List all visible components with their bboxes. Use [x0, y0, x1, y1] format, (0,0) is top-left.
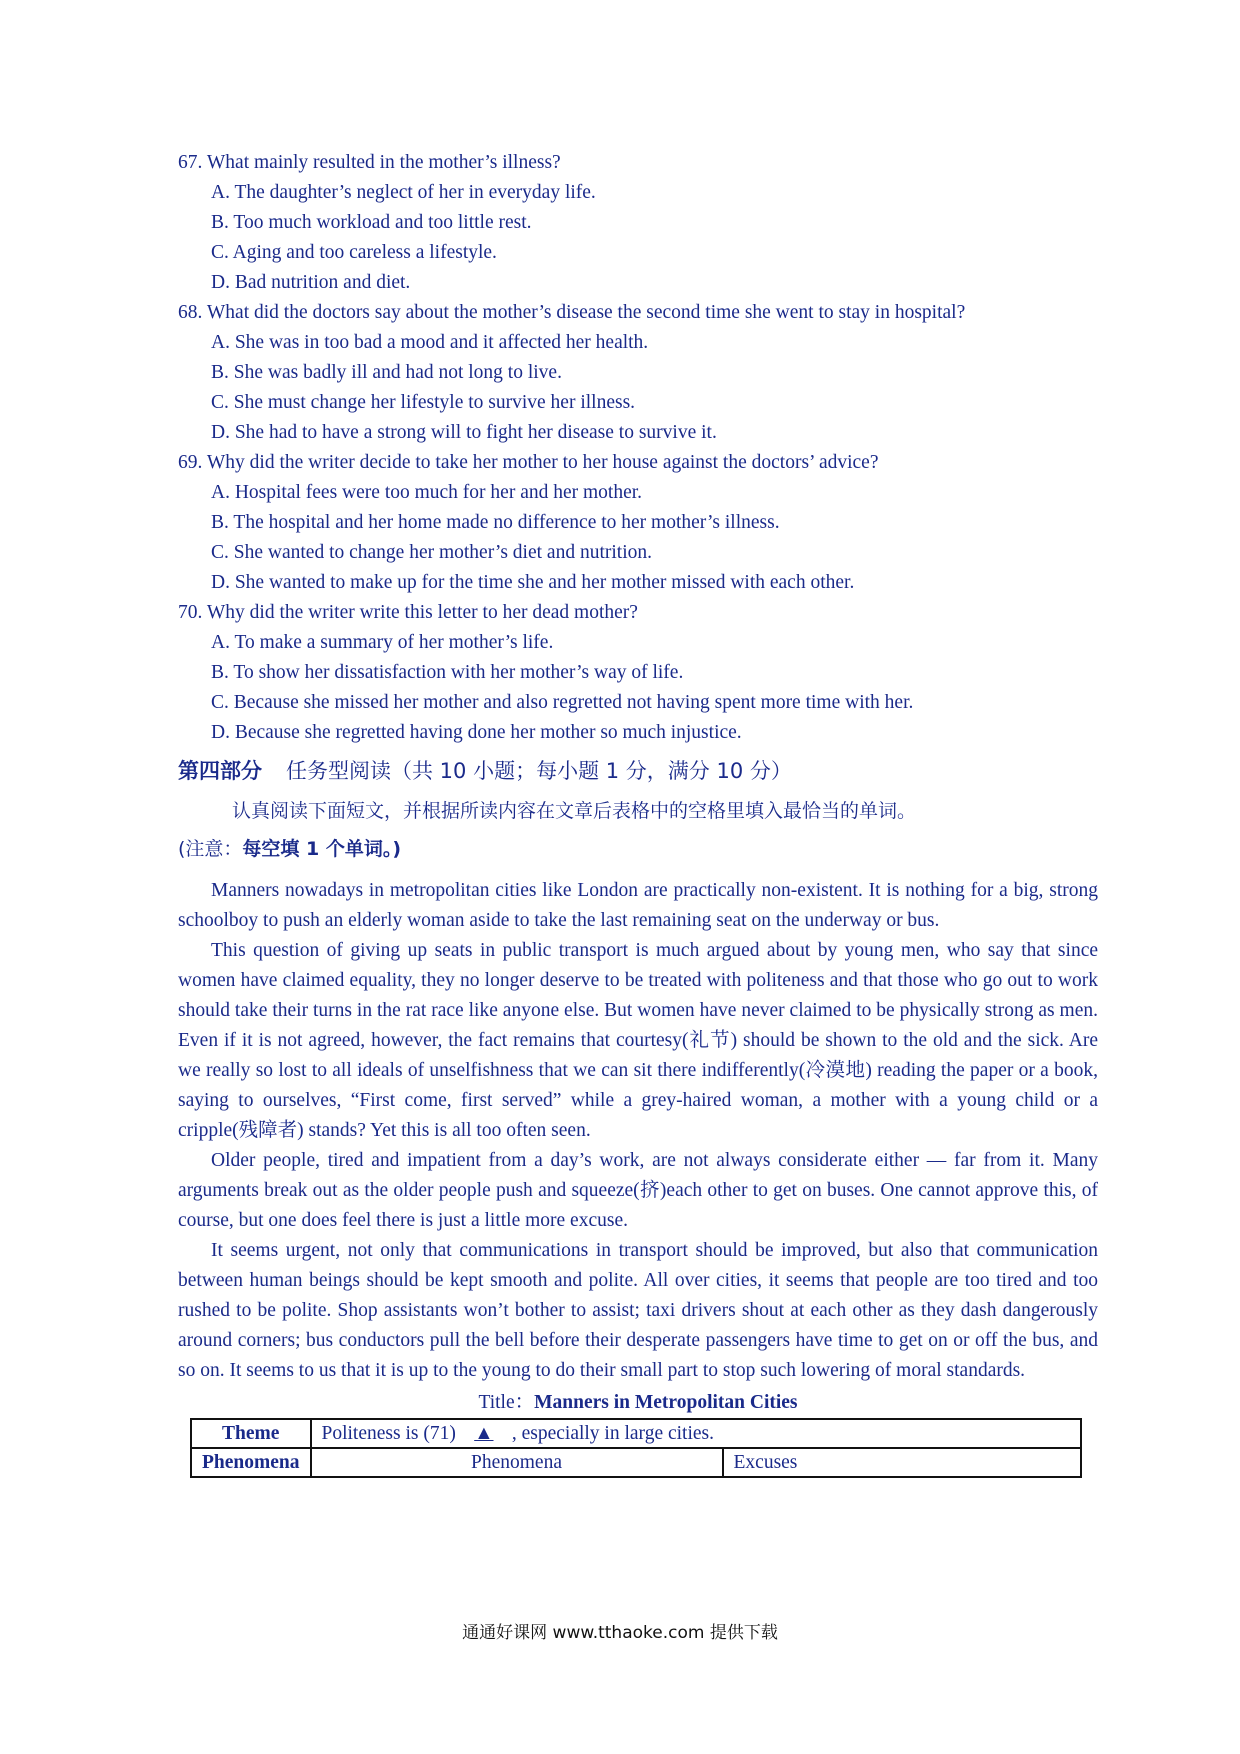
option-a: A. The daughter’s neglect of her in everyday life.: [211, 182, 596, 203]
phenomena-label: Phenomena: [191, 1448, 311, 1477]
note-emphasis: 每空填 1 个单词。): [242, 838, 402, 860]
option-a: A. She was in too bad a mood and it affected her health.: [211, 332, 649, 353]
option-b: B. To show her dissatisfaction with her mother’s way of life.: [211, 662, 684, 683]
option-c: C. She wanted to change her mother’s diet and nutrition.: [211, 542, 652, 563]
option-d: D. She wanted to make up for the time she and her mother missed with each other.: [211, 572, 855, 593]
theme-cell: [311, 1419, 1082, 1448]
note-prefix: (注意：: [178, 838, 243, 860]
exam-page: [178, 148, 1098, 1478]
excuses-column-header: Excuses: [723, 1448, 1082, 1477]
option-c: C. She must change her lifestyle to survive her illness.: [211, 392, 636, 413]
reading-passage: [178, 876, 1098, 1386]
table-row: [191, 1419, 1081, 1448]
question-68: [178, 298, 1098, 448]
question-stem: 67. What mainly resulted in the mother’s illness?: [178, 152, 561, 173]
section-subheading: 任务型阅读（共 10 小题；每小题 1 分，满分 10 分）: [286, 759, 792, 783]
question-stem: 70. Why did the writer write this letter to her dead mother?: [178, 602, 638, 623]
table-title-text: Manners in Metropolitan Cities: [534, 1392, 798, 1413]
table-title: [178, 1388, 1098, 1418]
table-title-prefix: Title：: [478, 1392, 535, 1413]
option-a: A. To make a summary of her mother’s life.: [211, 632, 554, 653]
question-stem: 68. What did the doctors say about the mother’s disease the second time she went to stay in hospital?: [178, 302, 966, 323]
theme-text-before: Politeness is (71): [321, 1422, 456, 1444]
question-67: [178, 148, 1098, 298]
theme-text-after: , especially in large cities.: [511, 1422, 714, 1444]
option-b: B. She was badly ill and had not long to live.: [211, 362, 562, 383]
phenomena-column-header: Phenomena: [311, 1448, 723, 1477]
table-row: [191, 1448, 1081, 1477]
passage-paragraph: Manners nowadays in metropolitan cities like London are practically non-existent. It is nothing for a big, strong schoolboy to push an elderly woman aside to take the last remaining seat on the underway or bus.: [178, 880, 1098, 931]
option-d: D. She had to have a strong will to fight her disease to survive it.: [211, 422, 717, 443]
option-c: C. Aging and too careless a lifestyle.: [211, 242, 497, 263]
section-instruction: 认真阅读下面短文，并根据所读内容在文章后表格中的空格里填入最恰当的单词。: [232, 800, 917, 822]
task-table: [190, 1418, 1082, 1478]
option-d: D. Because she regretted having done her mother so much injustice.: [211, 722, 742, 743]
question-70: [178, 598, 1098, 748]
option-a: A. Hospital fees were too much for her and her mother.: [211, 482, 643, 503]
section-number: 第四部分: [178, 759, 262, 783]
option-c: C. Because she missed her mother and also regretted not having spent more time with her.: [211, 692, 914, 713]
option-d: D. Bad nutrition and diet.: [211, 272, 411, 293]
section-note: [178, 832, 1098, 866]
passage-paragraph: This question of giving up seats in public transport is much argued about by young men, who say that since women have claimed equality, they no longer deserve to be treated with politeness and that those who go out to work should take their turns in the rat race like anyone else. But women have never claimed to be physically strong as men. Even if it is not agreed, however, the fact remains that courtesy(礼节) should be shown to the old and the sick. Are we really so lost to all ideals of unselfishness that we can sit there indifferently(冷漠地) reading the paper or a book, saying to ourselves, “First come, first served” while a grey-haired woman, a mother with a young child or a cripple(残障者) stands? Yet this is all too often seen.: [178, 940, 1098, 1141]
option-b: B. The hospital and her home made no difference to her mother’s illness.: [211, 512, 780, 533]
passage-paragraph: It seems urgent, not only that communications in transport should be improved, but also that communication between human beings should be kept smooth and polite. All over cities, it seems that people are too tired and too rushed to be polite. Shop assistants won’t bother to assist; taxi drivers shout at each other as they dash dangerously around corners; bus conductors pull the bell before their desperate passengers have time to get on or off the bus, and so on. It seems to us that it is up to the young to do their small part to stop such lowering of moral standards.: [178, 1240, 1098, 1381]
theme-label: Theme: [191, 1419, 311, 1448]
option-b: B. Too much workload and too little rest.: [211, 212, 532, 233]
passage-paragraph: Older people, tired and impatient from a day’s work, are not always considerate either — far from it. Many arguments break out as the older people push and squeeze(挤)each other to get on buses. One cannot approve this, of course, but one does feel there is just a little more excuse.: [178, 1150, 1098, 1231]
section-heading: [178, 754, 1098, 788]
answer-blank-71[interactable]: ▲: [474, 1422, 494, 1444]
question-stem: 69. Why did the writer decide to take her mother to her house against the doctors’ advice?: [178, 452, 879, 473]
question-69: [178, 448, 1098, 598]
page-footer: 通通好课网 www.tthaoke.com 提供下载: [462, 1623, 778, 1643]
